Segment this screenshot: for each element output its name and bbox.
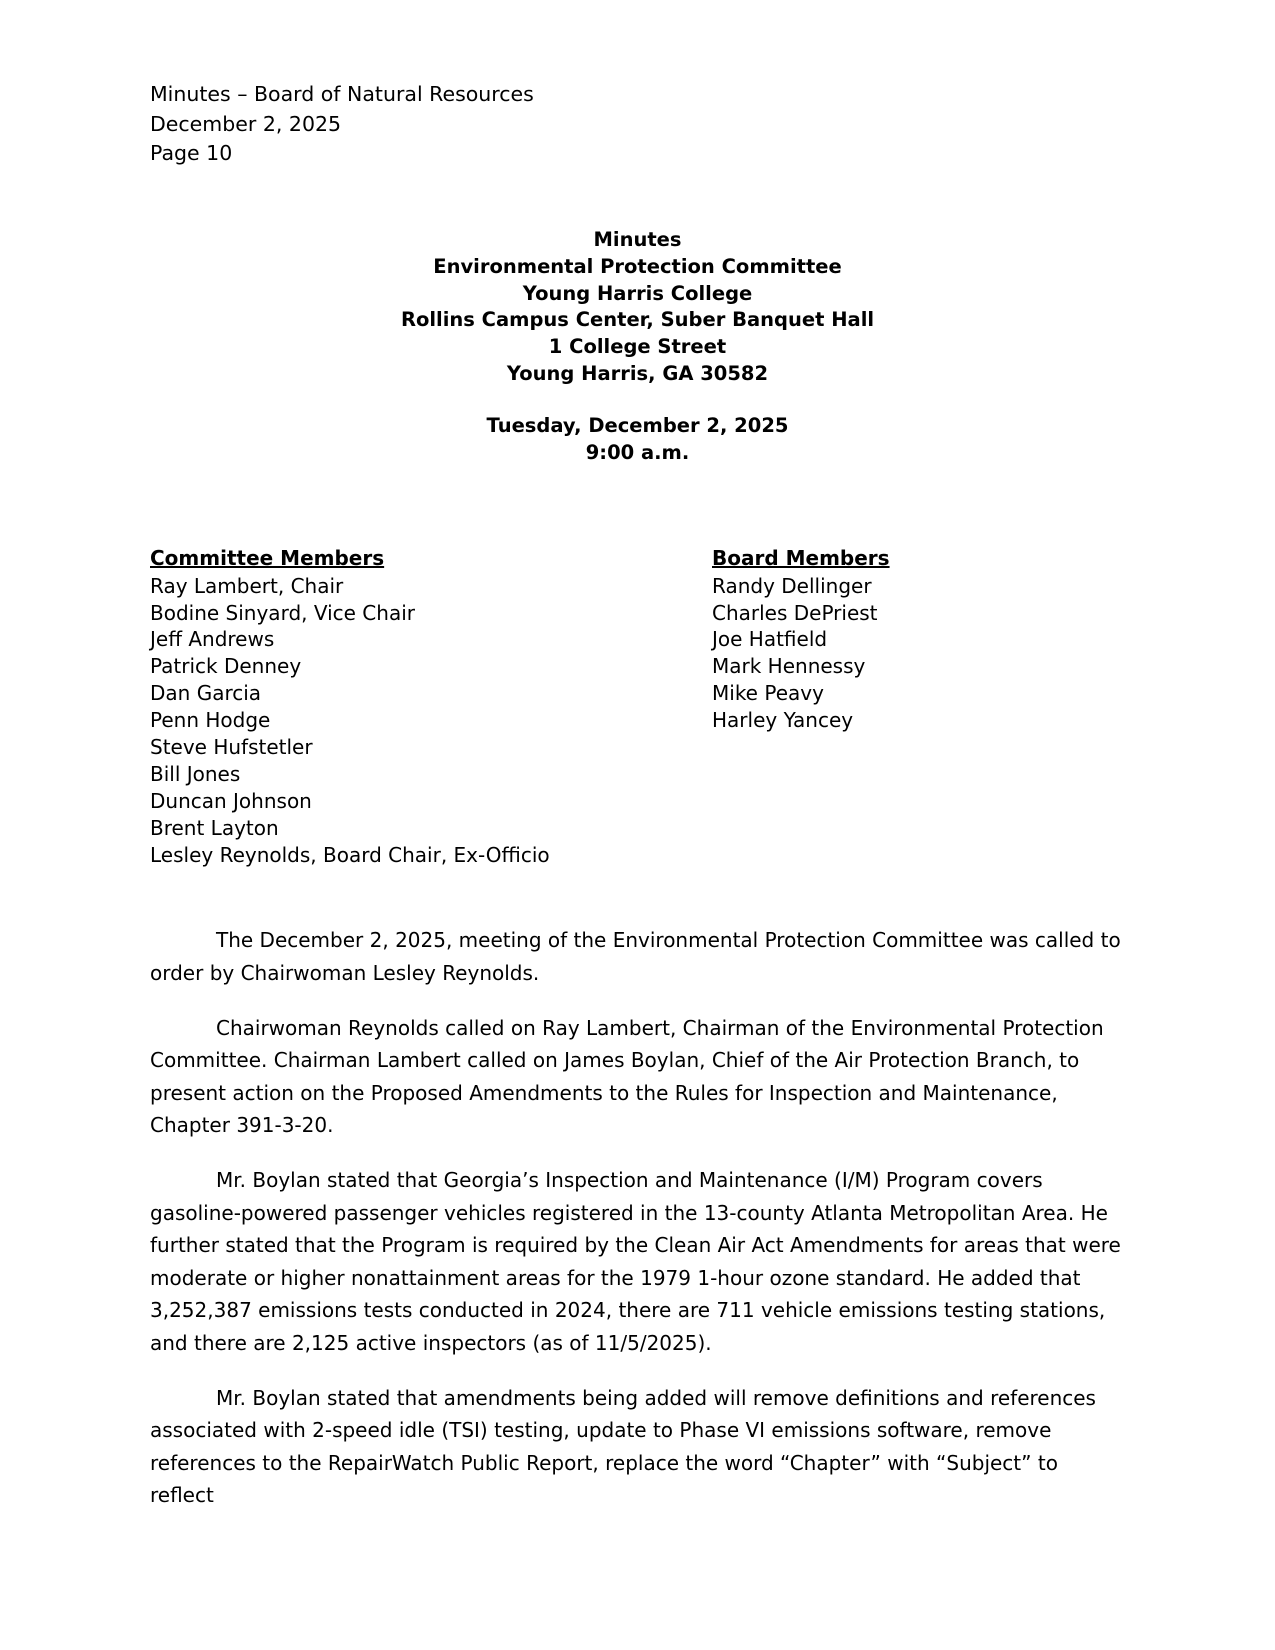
list-item: Charles DePriest bbox=[712, 600, 878, 625]
list-item: Joe Hatfield bbox=[712, 627, 828, 652]
board-members-column bbox=[712, 545, 1125, 869]
committee-members-column bbox=[150, 545, 712, 869]
paragraph-call-to-order: The December 2, 2025, meeting of the Environmental Protection Committee was called to order by Chairwoman Lesley Reynolds. bbox=[150, 928, 1121, 986]
paragraph-chair-remarks: Chairwoman Reynolds called on Ray Lambert, Chairman of the Environmental Protection Committee. Chairman Lambert called on James Boylan, Chief of the Air Protection Branch, to present action on the Proposed Amendments to the Rules for Inspection and Maintenance, Chapter 391-3-20. bbox=[150, 1015, 1104, 1138]
title-line-meeting-time: 9:00 a.m. bbox=[585, 441, 690, 465]
list-item: Bodine Sinyard, Vice Chair bbox=[150, 600, 415, 625]
header-line-page: Page 10 bbox=[150, 141, 233, 166]
list-item: Harley Yancey bbox=[712, 708, 854, 733]
list-item: Brent Layton bbox=[150, 815, 279, 840]
list-item: Steve Hufstetler bbox=[150, 735, 313, 760]
list-item: Duncan Johnson bbox=[150, 788, 312, 813]
paragraph-im-program-overview: Mr. Boylan stated that Georgia’s Inspection and Maintenance (I/M) Program covers gasoline-powered passenger vehicles registered in the 13-county Atlanta Metropolitan Area. He further stated that the Program is required by the Clean Air Act Amendments for areas that were moderate or higher nonattainment areas for the 1979 1-hour ozone standard. He added that 3,252,387 emissions tests conducted in 2024, there are 711 vehicle emissions testing stations, and there are 2,125 active inspectors (as of 11/5/2025). bbox=[150, 1168, 1121, 1355]
title-line-meeting-date: Tuesday, December 2, 2025 bbox=[486, 414, 789, 438]
header-line-title: Minutes – Board of Natural Resources bbox=[150, 82, 534, 106]
committee-members-heading: Committee Members bbox=[150, 545, 385, 570]
title-line-city-state-zip: Young Harris, GA 30582 bbox=[506, 361, 769, 385]
board-members-heading: Board Members bbox=[712, 545, 890, 570]
meeting-title-block bbox=[150, 227, 1125, 467]
list-item: Ray Lambert, Chair bbox=[150, 573, 344, 598]
list-item: Bill Jones bbox=[150, 761, 241, 786]
minutes-body bbox=[150, 924, 1125, 1512]
list-item: Randy Dellinger bbox=[712, 573, 872, 598]
title-line-minutes: Minutes bbox=[593, 228, 682, 252]
title-line-venue-college: Young Harris College bbox=[522, 281, 753, 305]
title-line-street: 1 College Street bbox=[548, 334, 727, 358]
list-item: Mike Peavy bbox=[712, 681, 824, 706]
list-item: Mark Hennessy bbox=[712, 654, 866, 679]
title-line-venue-hall: Rollins Campus Center, Suber Banquet Hall bbox=[400, 308, 875, 332]
header-line-date: December 2, 2025 bbox=[150, 111, 342, 136]
list-item: Dan Garcia bbox=[150, 681, 262, 706]
list-item: Patrick Denney bbox=[150, 654, 302, 679]
page-header bbox=[150, 80, 1125, 169]
list-item: Jeff Andrews bbox=[150, 627, 275, 652]
title-block-spacer bbox=[150, 387, 1125, 413]
list-item: Lesley Reynolds, Board Chair, Ex-Officio bbox=[150, 842, 550, 867]
title-line-committee: Environmental Protection Committee bbox=[433, 254, 842, 278]
members-section bbox=[150, 545, 1125, 869]
list-item: Penn Hodge bbox=[150, 708, 271, 733]
paragraph-amendments: Mr. Boylan stated that amendments being added will remove definitions and references associated with 2-speed idle (TSI) testing, update to Phase VI emissions software, remove references to the RepairWatch Public Report, replace the word “Chapter” with “Subject” to reflect bbox=[150, 1385, 1096, 1508]
